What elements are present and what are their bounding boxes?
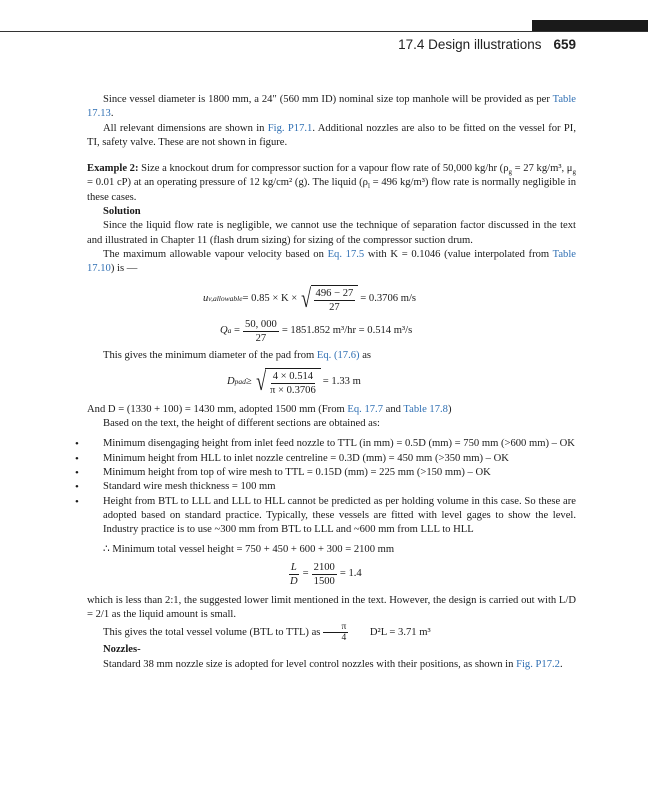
page-body xyxy=(87,93,576,672)
denominator: 4 xyxy=(341,633,347,644)
denominator: D xyxy=(290,575,298,587)
eq-symbol: u xyxy=(203,292,209,304)
denominator: 27 xyxy=(255,332,267,344)
eq-text: = 0.85 × K × xyxy=(242,292,298,304)
paragraph-total-height: ∴ Minimum total vessel height = 750 + 450 + 600 + 300 = 2100 mm xyxy=(103,543,395,555)
equation-ld-ratio: $\frac{L}{D}$ = $\frac{2100}{1500}$ = 1.4 xyxy=(290,561,362,587)
heights-list xyxy=(87,437,576,537)
link-table-17-13[interactable]: Table 17.13 xyxy=(87,94,576,120)
link-eq-17-7[interactable]: Eq. 17.7 xyxy=(347,403,383,415)
list-item: • Height from BTL to LLL and LLL to HLL cannot be predicted as per holding volume in this case. So these are adopted based on standard practice. Typically, these vessels are fitted with level gages to show the level. Industry practice is to use ~300 mm from BTL to LLL and ~600 mm from LLL to HLL xyxy=(87,495,576,538)
list-item: • Minimum height from top of wire mesh to TTL = 0.15D (mm) = 225 mm (>150 mm) – OK xyxy=(87,466,576,480)
paragraph-ld: which is less than 2:1, the suggested lower limit mentioned in the text. However, the design is carried out with L/D = 2/1 as the liquid amount is small. xyxy=(87,594,576,621)
text: = 27 kg/m³, μ xyxy=(512,163,573,175)
subscript: g xyxy=(572,168,576,177)
sqrt-sign: √ $\frac{496 - 27}{27}$ xyxy=(299,285,358,314)
text: . xyxy=(559,658,563,670)
text: Since vessel diameter is 1800 mm, a 24″ (560 mm ID) nominal size top manhole will be provided as per xyxy=(103,94,553,105)
text: Nozzles- xyxy=(103,644,141,656)
fraction xyxy=(312,561,337,588)
text: The maximum allowable vapour velocity based on xyxy=(103,248,328,260)
text: as xyxy=(359,349,372,361)
eq-text: = 1851.852 m³/hr = 0.514 m³/s xyxy=(281,324,413,336)
text: Solution xyxy=(103,206,141,218)
text: . xyxy=(110,108,114,120)
text: Size a knockout drum for compressor suction for a vapour flow rate of 50,000 kg/hr (ρ xyxy=(138,163,509,175)
paragraph-heights-intro: Based on the text, the height of different sections are obtained as: xyxy=(103,418,380,430)
fraction xyxy=(243,318,279,345)
eq-symbol: D xyxy=(227,376,235,388)
link-eq-17-5[interactable]: Eq. 17.5 xyxy=(327,248,365,260)
page-number: 659 xyxy=(553,37,576,52)
eq-symbol: Q xyxy=(220,324,228,336)
paragraph-nozzles xyxy=(87,658,576,672)
text: and xyxy=(383,403,404,415)
header-bar xyxy=(532,20,648,31)
fraction xyxy=(288,561,300,588)
text: And D = (1330 + 100) = 1430 mm, adopted 1500 mm (From xyxy=(87,403,348,415)
example-2 xyxy=(87,162,576,205)
equation-pad-diameter: D pad ≥ √ $\frac{4 \times 0.514}{\pi \times 0.3706}$ = 1.33 m xyxy=(227,366,361,396)
numerator: π xyxy=(323,622,348,633)
paragraph-volume xyxy=(87,622,576,643)
paragraph-pad xyxy=(87,349,576,363)
subscript: l xyxy=(367,182,370,191)
section-title: 17.4 Design illustrations xyxy=(398,37,542,52)
header-rule xyxy=(0,31,648,32)
paragraph-dimensions xyxy=(87,122,576,151)
list-item: • Minimum height from HLL to inlet nozzle centreline = 0.3D (mm) = 450 mm (>350 mm) – OK xyxy=(87,452,576,466)
link-fig-p17-1[interactable]: Fig. P17.1 xyxy=(267,122,313,134)
text: This gives the total vessel volume (BTL to TTL) as xyxy=(103,626,321,638)
text: with K = 0.1046 (value interpolated from xyxy=(364,248,553,260)
numerator: 4 × 0.514 xyxy=(272,370,314,382)
link-eq-17-6[interactable]: Eq. (17.6) xyxy=(316,349,360,361)
denominator: 27 xyxy=(329,301,340,313)
numerator: 2100 xyxy=(313,561,335,573)
text: ) xyxy=(447,403,452,415)
text: = 496 kg/m³) flow rate is normally negligible in these cases. xyxy=(87,177,576,203)
text: ) is — xyxy=(110,263,138,275)
equation-flow: Q a = $\frac{50, 000}{27}$ = 1851.852 m³/hr = 0.514 m³/s xyxy=(220,318,413,344)
text: . Additional nozzles are also to be fitted on the vessel for PI, TI, safety valve. These are not shown in figure. xyxy=(87,122,576,148)
eq-text: = 1.33 m xyxy=(322,376,361,388)
paragraph-diameter xyxy=(87,403,576,417)
solution-paragraph-2 xyxy=(87,248,576,277)
fraction xyxy=(323,622,348,643)
fraction xyxy=(268,370,318,397)
numerator: 496 − 27 xyxy=(315,287,354,299)
solution-heading xyxy=(87,205,576,219)
text: = 0.01 cP) at an operating pressure of 12 kg/cm² (g). The liquid (ρ xyxy=(87,177,368,189)
list-item: • Minimum disengaging height from inlet feed nozzle to TTL (in mm) = 0.5D (mm) = 750 mm (>600 mm) – OK xyxy=(87,437,576,451)
text: Standard 38 mm nozzle size is adopted for level control nozzles with their positions, as shown in xyxy=(103,658,517,670)
denominator: 1500 xyxy=(313,575,335,587)
text: All relevant dimensions are shown in xyxy=(103,122,268,134)
link-table-17-10[interactable]: Table 17.10 xyxy=(87,248,577,275)
link-fig-p17-2[interactable]: Fig. P17.2 xyxy=(516,658,560,670)
running-head xyxy=(398,37,576,52)
link-table-17-8[interactable]: Table 17.8 xyxy=(403,403,448,415)
paragraph-manhole xyxy=(87,93,576,122)
subscript: g xyxy=(508,168,512,177)
nozzles-heading xyxy=(87,643,576,657)
text: This gives the minimum diameter of the pad from xyxy=(103,349,317,361)
denominator: π × 0.3706 xyxy=(270,384,316,396)
eq-text: = 1.4 xyxy=(339,568,362,580)
fraction xyxy=(314,287,356,314)
numerator: L xyxy=(290,561,297,573)
solution-paragraph-1: Since the liquid flow rate is negligible, we cannot use the technique of separation factor discussed in the text and illustrated in Chapter 11 (flash drum sizing) for sizing of the compressor suction drum. xyxy=(87,220,576,246)
eq-text: ≥ xyxy=(245,376,252,388)
example-label: Example 2: xyxy=(87,163,139,175)
text: D²L = 3.71 m³ xyxy=(367,626,431,638)
list-item: • Standard wire mesh thickness = 100 mm xyxy=(87,480,576,494)
numerator: 50, 000 xyxy=(245,318,277,330)
eq-text: = 0.3706 m/s xyxy=(360,292,417,304)
sqrt-sign: √ $\frac{4 \times 0.514}{\pi \times 0.3706}$ xyxy=(254,368,321,397)
equation-velocity: u v,allowable = 0.85 × K × √ $\frac{496 - 27}{27}$ = 0.3706 m/s xyxy=(203,283,417,313)
